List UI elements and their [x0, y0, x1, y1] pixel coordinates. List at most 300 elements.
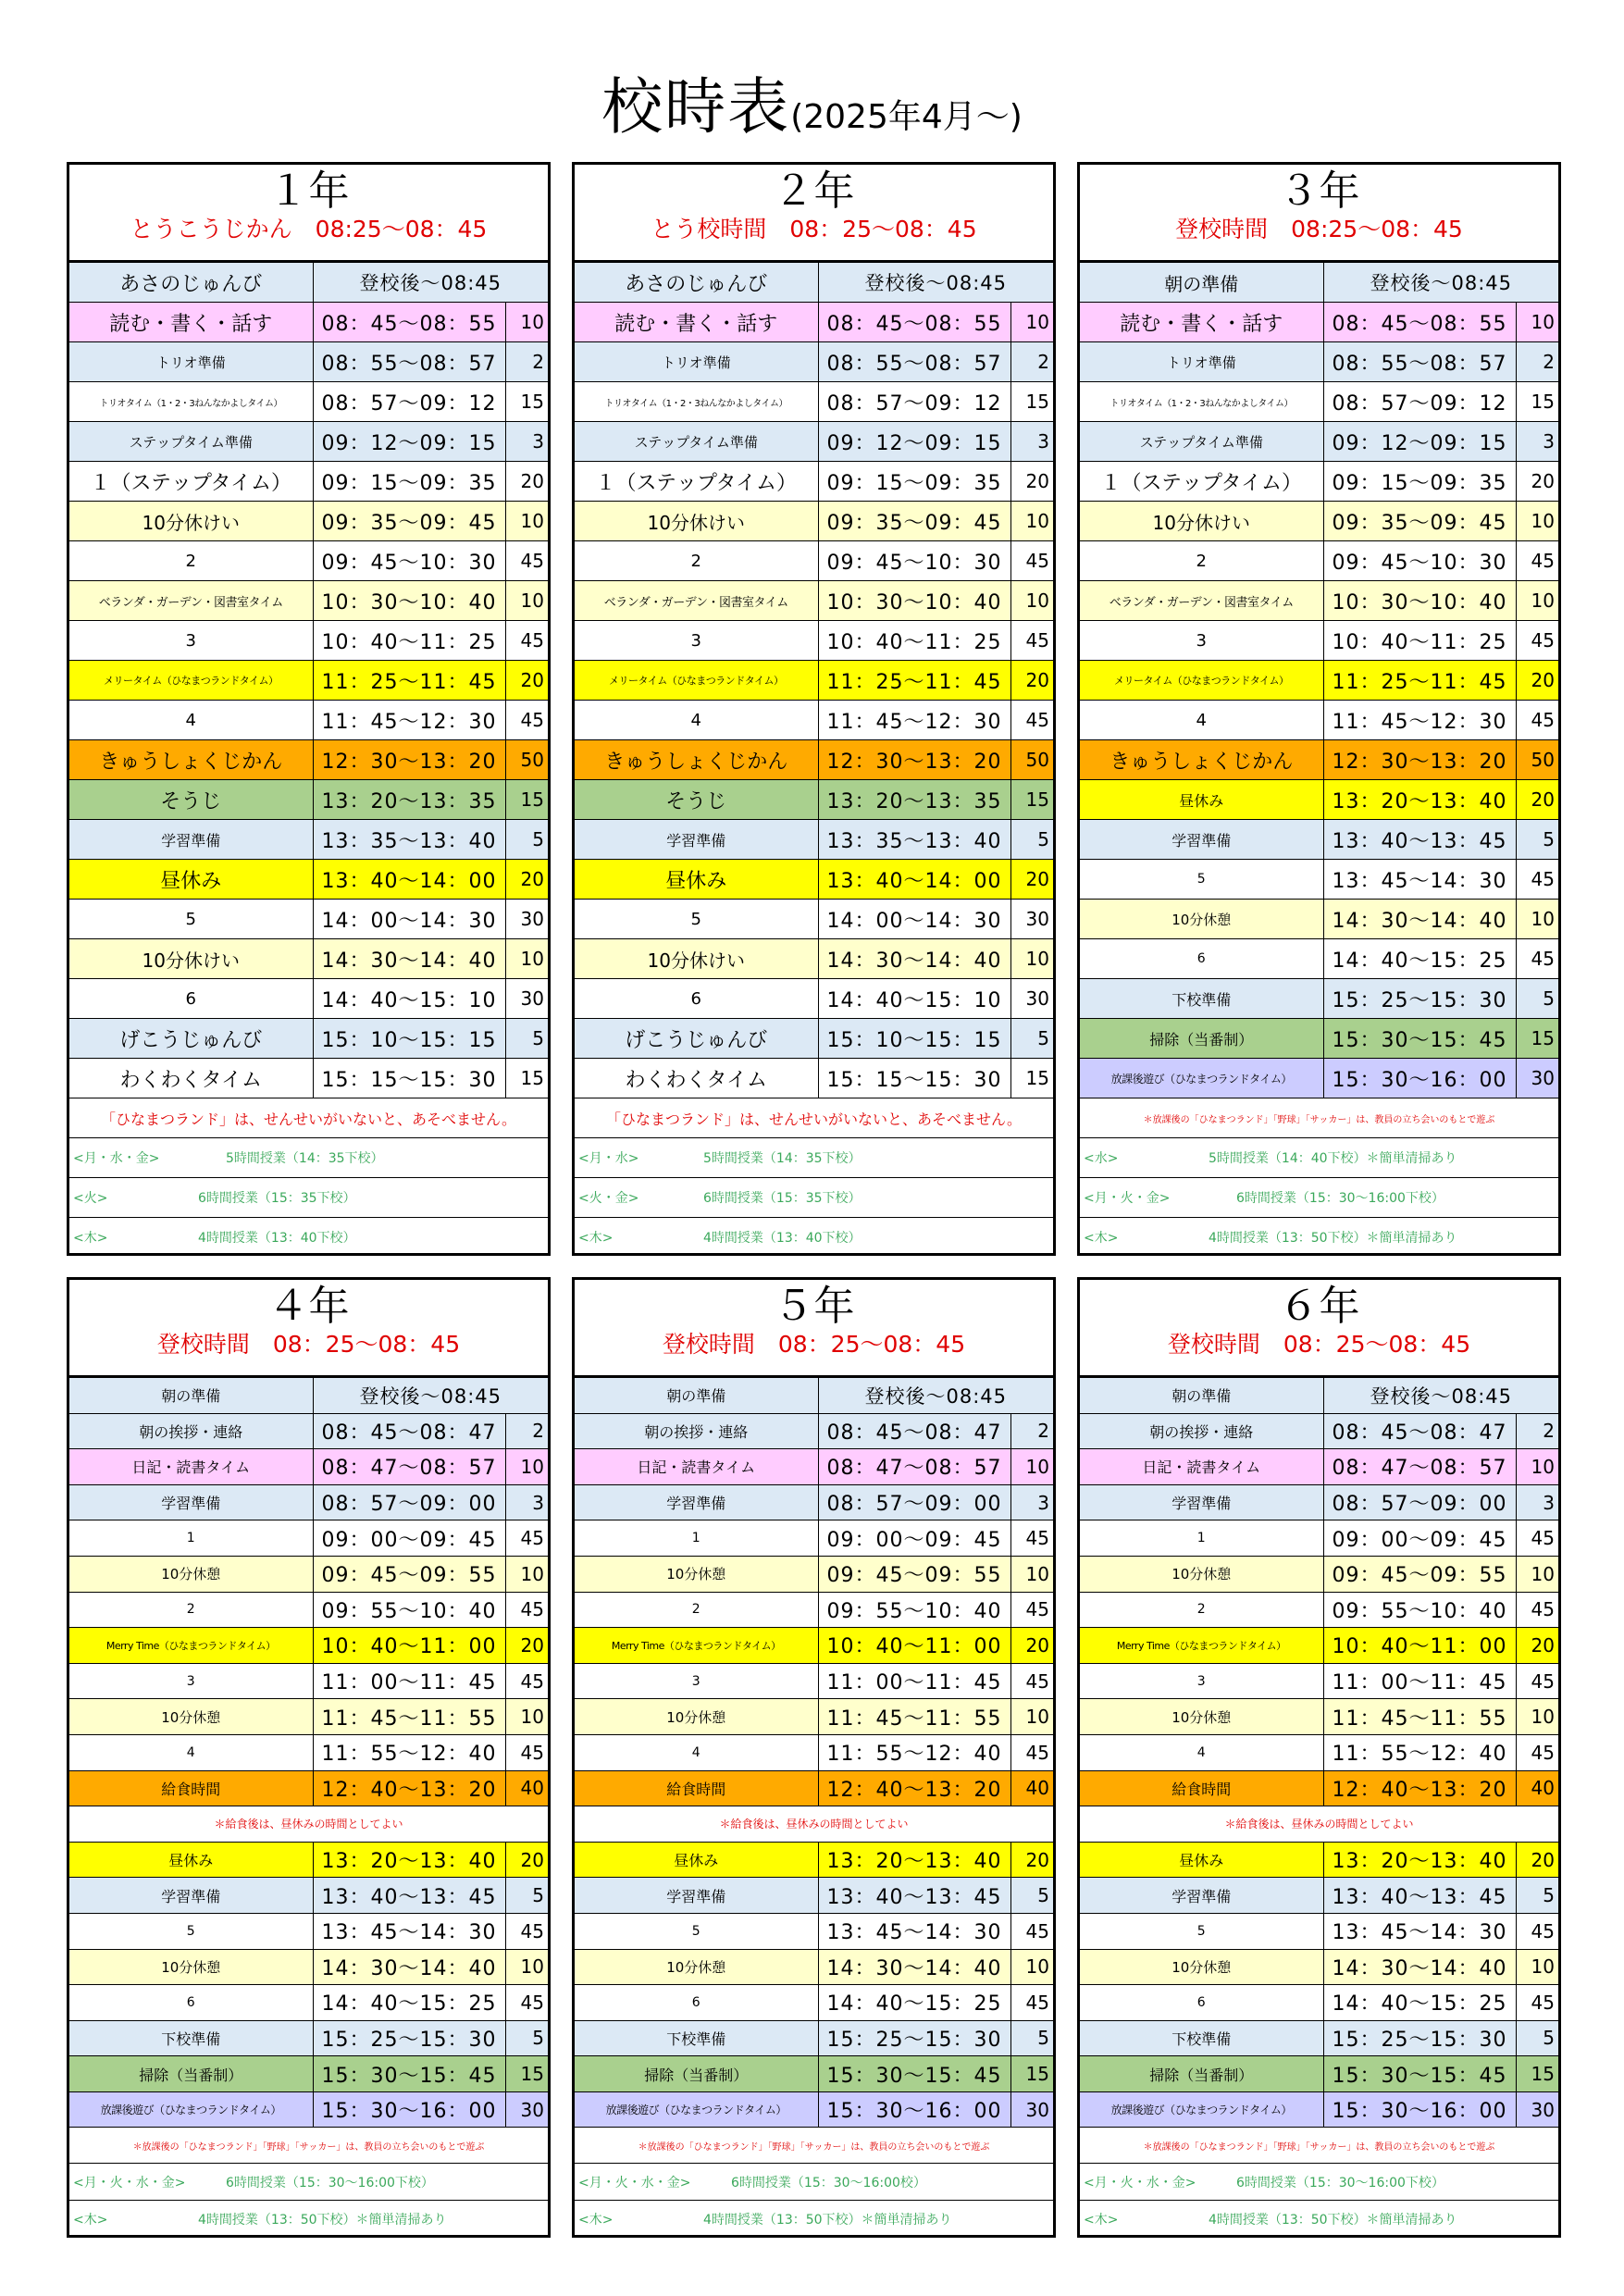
period-name: 掃除（当番制） — [1080, 1019, 1323, 1059]
period-name: 10分休けい — [575, 939, 818, 979]
period-name: 3 — [1080, 621, 1323, 661]
schedule-row — [1080, 422, 1558, 462]
footer-days: <木> — [73, 2212, 108, 2228]
period-time: 09：55～10：40 — [818, 1592, 1010, 1628]
period-minutes: 10 — [1010, 1699, 1053, 1735]
period-time: 15：30～16：00 — [313, 2091, 505, 2128]
arrival-time: 登校時間 08：25～08：45 — [156, 1331, 461, 1358]
period-time: 08：57～09：12 — [313, 382, 505, 422]
schedule-row — [1080, 1770, 1558, 1806]
period-name: 昼休み — [1080, 1842, 1323, 1878]
period-name: 学習準備 — [69, 820, 313, 860]
period-time: 13：45～14：30 — [1323, 860, 1516, 900]
schedule-row — [1080, 661, 1558, 701]
period-time: 15：15～15：30 — [313, 1059, 505, 1098]
footer-row — [69, 1178, 548, 1218]
period-time: 11：45～12：30 — [1323, 701, 1516, 740]
period-time: 10：40～11：00 — [1323, 1628, 1516, 1664]
schedule-row — [69, 1949, 548, 1985]
footer-text: 6時間授業（15：35下校） — [198, 1191, 356, 1206]
schedule-row — [1080, 1878, 1558, 1914]
period-time: 13：40～13：45 — [818, 1878, 1010, 1914]
period-minutes: 15 — [1516, 382, 1558, 422]
schedule-row — [69, 1556, 548, 1592]
period-time: 11：00～11：45 — [1323, 1663, 1516, 1699]
period-name: 5 — [1080, 1913, 1323, 1949]
period-name: 10分休けい — [1080, 502, 1323, 541]
footer-row — [575, 1218, 1053, 1257]
period-time: 15：30～15：45 — [1323, 1019, 1516, 1059]
period-minutes: 45 — [505, 621, 548, 661]
period-name: 読む・書く・話す — [575, 303, 818, 342]
period-name: 10分休憩 — [69, 1556, 313, 1592]
period-name: 昼休み — [575, 860, 818, 900]
schedule-row — [69, 1059, 548, 1098]
period-name: 4 — [69, 701, 313, 740]
period-minutes: 10 — [1516, 581, 1558, 621]
period-minutes: 10 — [1010, 1556, 1053, 1592]
period-minutes: 20 — [505, 1842, 548, 1878]
schedule-row — [69, 1985, 548, 2021]
period-time: 13：20～13：40 — [1323, 1842, 1516, 1878]
panel-note: ＊放課後の「ひなまつランド」「野球」「サッカー」は、教員の立ち会いのもとで遊ぶ — [575, 2128, 1053, 2164]
schedule-row — [1080, 382, 1558, 422]
schedule-table — [1080, 262, 1558, 1256]
period-minutes: 45 — [1010, 1663, 1053, 1699]
period-name: 1 — [69, 1520, 313, 1557]
footer-schedule — [575, 1138, 1053, 1178]
period-time: 10：40～11：00 — [313, 1628, 505, 1664]
period-minutes: 45 — [505, 1592, 548, 1628]
schedule-row — [69, 1842, 548, 1878]
period-minutes: 10 — [505, 939, 548, 979]
period-minutes: 45 — [1516, 621, 1558, 661]
period-minutes: 10 — [505, 303, 548, 342]
period-name: 10分休けい — [69, 939, 313, 979]
schedule-row — [575, 1484, 1053, 1520]
period-name: 10分休けい — [575, 502, 818, 541]
schedule-row — [575, 1449, 1053, 1485]
arrival-time: とう校時間 08：25～08：45 — [651, 216, 977, 242]
schedule-row — [1080, 780, 1558, 820]
period-time: 15：30～16：00 — [818, 2091, 1010, 2128]
period-time: 14：30～14：40 — [1323, 1949, 1516, 1985]
period-minutes: 3 — [1010, 422, 1053, 462]
schedule-row — [69, 820, 548, 860]
period-minutes: 15 — [1010, 382, 1053, 422]
footer-text: 4時間授業（13：50下校）＊簡単清掃あり — [1209, 1231, 1457, 1247]
period-name: メリータイム（ひなまつランドタイム） — [69, 661, 313, 701]
period-minutes: 45 — [1516, 1734, 1558, 1770]
period-name: 3 — [69, 1663, 313, 1699]
period-minutes: 20 — [1010, 1842, 1053, 1878]
footer-schedule — [69, 1138, 548, 1178]
period-minutes: 5 — [1010, 1019, 1053, 1059]
period-time: 13：20～13：40 — [1323, 780, 1516, 820]
period-time: 14：30～14：40 — [313, 1949, 505, 1985]
period-minutes: 5 — [505, 1019, 548, 1059]
schedule-row — [575, 541, 1053, 581]
grade-label: ６年 — [1278, 1283, 1360, 1330]
schedule-row — [69, 1520, 548, 1557]
schedule-row — [1080, 1913, 1558, 1949]
period-name: 4 — [69, 1734, 313, 1770]
period-minutes: 10 — [1516, 1949, 1558, 1985]
schedule-row — [575, 1842, 1053, 1878]
period-time: 11：25～11：45 — [818, 661, 1010, 701]
inline-note: ＊給食後は、昼休みの時間としてよい — [1080, 1806, 1558, 1843]
schedule-row — [1080, 263, 1558, 303]
period-name: 10分休憩 — [1080, 1556, 1323, 1592]
period-minutes: 5 — [1010, 1878, 1053, 1914]
page-title — [0, 57, 1624, 145]
period-time: 登校後～08:45 — [1323, 1378, 1558, 1414]
schedule-table — [1080, 1377, 1558, 2238]
schedule-row — [1080, 1019, 1558, 1059]
grade-label: ５年 — [773, 1283, 855, 1330]
period-name: 10分休憩 — [1080, 1699, 1323, 1735]
schedule-row — [69, 1019, 548, 1059]
grade-panel-6 — [1077, 1277, 1561, 2238]
period-name: げこうじゅんび — [575, 1019, 818, 1059]
schedule-row — [575, 1878, 1053, 1914]
period-time: 13：40～13：45 — [1323, 1878, 1516, 1914]
schedule-note-row — [69, 1806, 548, 1843]
period-name: メリータイム（ひなまつランドタイム） — [575, 661, 818, 701]
period-name: 6 — [69, 1985, 313, 2021]
period-name: 10分休けい — [69, 502, 313, 541]
period-name: 2 — [1080, 541, 1323, 581]
schedule-row — [1080, 1663, 1558, 1699]
period-minutes: 20 — [1516, 462, 1558, 502]
schedule-table — [575, 1377, 1053, 2238]
period-name: 読む・書く・話す — [1080, 303, 1323, 342]
schedule-row — [575, 342, 1053, 382]
footer-days: <月・火・水・金> — [578, 2175, 691, 2191]
period-time: 14：30～14：40 — [818, 939, 1010, 979]
period-name: ベランダ・ガーデン・図書室タイム — [575, 581, 818, 621]
schedule-row — [575, 1378, 1053, 1414]
period-name: わくわくタイム — [575, 1059, 818, 1098]
panel-header — [1080, 1280, 1558, 1377]
period-minutes: 20 — [1516, 661, 1558, 701]
period-minutes: 45 — [505, 1663, 548, 1699]
period-time: 12：40～13：20 — [1323, 1770, 1516, 1806]
footer-days: <木> — [1084, 1231, 1119, 1247]
period-time: 09：35～09：45 — [818, 502, 1010, 541]
period-name: きゅうしょくじかん — [575, 740, 818, 780]
period-time: 09：12～09：15 — [313, 422, 505, 462]
schedule-note-row — [575, 1806, 1053, 1843]
schedule-row — [69, 1628, 548, 1664]
schedule-row — [575, 900, 1053, 939]
period-name: ステップタイム準備 — [1080, 422, 1323, 462]
period-time: 08：57～09：12 — [818, 382, 1010, 422]
footer-days: <木> — [1084, 2212, 1119, 2228]
schedule-row — [1080, 1628, 1558, 1664]
panel-header — [575, 1280, 1053, 1377]
schedule-row — [69, 462, 548, 502]
period-time: 13：40～13：45 — [1323, 820, 1516, 860]
schedule-row — [69, 1449, 548, 1485]
period-name: 学習準備 — [69, 1878, 313, 1914]
period-name: 学習準備 — [1080, 1878, 1323, 1914]
schedule-row — [1080, 900, 1558, 939]
schedule-row — [69, 701, 548, 740]
period-minutes: 45 — [505, 701, 548, 740]
period-name: Merry Time（ひなまつランドタイム） — [1080, 1628, 1323, 1664]
schedule-row — [69, 1378, 548, 1414]
period-time: 15：25～15：30 — [313, 2020, 505, 2056]
period-time: 12：30～13：20 — [313, 740, 505, 780]
schedule-row — [575, 263, 1053, 303]
schedule-row — [1080, 2056, 1558, 2092]
footer-text: 5時間授業（14：35下校） — [703, 1151, 862, 1166]
period-minutes: 2 — [1010, 1413, 1053, 1449]
period-minutes: 5 — [1516, 820, 1558, 860]
period-minutes: 10 — [1516, 502, 1558, 541]
period-time: 08：45～08：47 — [1323, 1413, 1516, 1449]
period-minutes: 3 — [505, 422, 548, 462]
period-minutes: 45 — [1516, 1520, 1558, 1557]
period-name: 放課後遊び（ひなまつランドタイム） — [69, 2091, 313, 2128]
period-time: 13：35～13：40 — [818, 820, 1010, 860]
period-time: 15：25～15：30 — [818, 2020, 1010, 2056]
period-name: 下校準備 — [69, 2020, 313, 2056]
period-time: 11：45～11：55 — [1323, 1699, 1516, 1735]
schedule-row — [575, 1019, 1053, 1059]
period-time: 12：40～13：20 — [313, 1770, 505, 1806]
footer-schedule — [1080, 1178, 1558, 1218]
schedule-row — [575, 740, 1053, 780]
footer-days: <月・火・金> — [1084, 1191, 1171, 1206]
period-minutes: 20 — [505, 860, 548, 900]
schedule-row — [69, 382, 548, 422]
period-time: 09：00～09：45 — [313, 1520, 505, 1557]
schedule-row — [1080, 621, 1558, 661]
period-minutes: 30 — [505, 979, 548, 1019]
period-minutes: 45 — [1516, 860, 1558, 900]
period-time: 登校後～08:45 — [818, 1378, 1053, 1414]
panel-note-row — [575, 2128, 1053, 2164]
period-minutes: 5 — [505, 2020, 548, 2056]
panel-note-row — [69, 1098, 548, 1138]
period-name: 6 — [69, 979, 313, 1019]
footer-days: <木> — [578, 2212, 614, 2228]
schedule-row — [575, 621, 1053, 661]
schedule-row — [575, 701, 1053, 740]
schedule-row — [69, 502, 548, 541]
period-name: 学習準備 — [1080, 1484, 1323, 1520]
panel-note-row — [1080, 1098, 1558, 1138]
panel-note-row — [575, 1098, 1053, 1138]
period-minutes: 45 — [1516, 701, 1558, 740]
period-minutes: 45 — [505, 1985, 548, 2021]
period-time: 14：40～15：10 — [313, 979, 505, 1019]
period-time: 08：47～08：57 — [313, 1449, 505, 1485]
period-time: 14：40～15：25 — [818, 1985, 1010, 2021]
period-minutes: 50 — [505, 740, 548, 780]
period-time: 11：45～12：30 — [818, 701, 1010, 740]
schedule-row — [1080, 979, 1558, 1019]
schedule-row — [1080, 2091, 1558, 2128]
schedule-table — [575, 262, 1053, 1256]
period-name: 10分休憩 — [69, 1949, 313, 1985]
period-minutes: 10 — [1010, 502, 1053, 541]
inline-note: ＊給食後は、昼休みの時間としてよい — [575, 1806, 1053, 1843]
period-name: 下校準備 — [1080, 979, 1323, 1019]
period-minutes: 10 — [1010, 1449, 1053, 1485]
footer-days: <水> — [1084, 1151, 1119, 1166]
period-time: 08：45～08：47 — [313, 1413, 505, 1449]
period-time: 15：30～15：45 — [313, 2056, 505, 2092]
period-minutes: 5 — [1010, 2020, 1053, 2056]
period-minutes: 30 — [505, 900, 548, 939]
period-name: 1 — [1080, 1520, 1323, 1557]
period-time: 09：15～09：35 — [1323, 462, 1516, 502]
period-name: ステップタイム準備 — [69, 422, 313, 462]
schedule-row — [69, 581, 548, 621]
period-name: げこうじゅんび — [69, 1019, 313, 1059]
period-time: 08：57～09：00 — [313, 1484, 505, 1520]
period-time: 登校後～08:45 — [313, 263, 548, 303]
period-name: そうじ — [69, 780, 313, 820]
footer-schedule — [575, 2201, 1053, 2238]
period-name: 6 — [575, 1985, 818, 2021]
schedule-row — [575, 1592, 1053, 1628]
period-name: 2 — [575, 541, 818, 581]
period-minutes: 45 — [1010, 621, 1053, 661]
period-minutes: 45 — [1516, 1913, 1558, 1949]
arrival-time: 登校時間 08:25～08：45 — [1175, 216, 1463, 242]
footer-row — [1080, 1178, 1558, 1218]
period-minutes: 40 — [1516, 1770, 1558, 1806]
period-minutes: 10 — [1010, 581, 1053, 621]
period-name: そうじ — [575, 780, 818, 820]
period-name: １（ステップタイム） — [1080, 462, 1323, 502]
period-time: 08：47～08：57 — [1323, 1449, 1516, 1485]
period-name: 日記・読書タイム — [575, 1449, 818, 1485]
period-name: 読む・書く・話す — [69, 303, 313, 342]
period-name: 給食時間 — [69, 1770, 313, 1806]
period-name: メリータイム（ひなまつランドタイム） — [1080, 661, 1323, 701]
period-name: 昼休み — [1080, 780, 1323, 820]
period-name: トリオタイム（1・2・3ねんなかよしタイム） — [575, 382, 818, 422]
period-minutes: 50 — [1516, 740, 1558, 780]
period-minutes: 5 — [505, 820, 548, 860]
period-minutes: 50 — [1010, 740, 1053, 780]
footer-row — [575, 2164, 1053, 2201]
schedule-row — [69, 740, 548, 780]
schedule-row — [1080, 1842, 1558, 1878]
schedule-row — [69, 860, 548, 900]
period-time: 13：40～14：00 — [818, 860, 1010, 900]
period-minutes: 20 — [1516, 780, 1558, 820]
period-name: 朝の準備 — [575, 1378, 818, 1414]
period-time: 13：20～13：40 — [818, 1842, 1010, 1878]
period-minutes: 2 — [1516, 342, 1558, 382]
period-minutes: 20 — [505, 1628, 548, 1664]
period-name: 6 — [1080, 1985, 1323, 2021]
grade-panel-5 — [572, 1277, 1056, 2238]
period-name: 3 — [575, 621, 818, 661]
schedule-row — [69, 2020, 548, 2056]
period-name: Merry Time（ひなまつランドタイム） — [69, 1628, 313, 1664]
footer-schedule — [1080, 2164, 1558, 2201]
schedule-row — [69, 1484, 548, 1520]
footer-row — [1080, 1218, 1558, 1257]
period-minutes: 2 — [1516, 1413, 1558, 1449]
period-minutes: 2 — [505, 1413, 548, 1449]
schedule-row — [1080, 701, 1558, 740]
grade-label: ２年 — [773, 168, 855, 215]
period-time: 13：35～13：40 — [313, 820, 505, 860]
footer-text: 4時間授業（13：50下校）＊簡単清掃あり — [198, 2212, 447, 2228]
period-name: 掃除（当番制） — [575, 2056, 818, 2092]
period-minutes: 10 — [1010, 303, 1053, 342]
schedule-row — [69, 342, 548, 382]
period-name: 放課後遊び（ひなまつランドタイム） — [575, 2091, 818, 2128]
schedule-row — [575, 820, 1053, 860]
schedule-row — [69, 621, 548, 661]
panel-note-row — [1080, 2128, 1558, 2164]
period-time: 15：30～16：00 — [1323, 1059, 1516, 1098]
schedule-row — [69, 1734, 548, 1770]
footer-text: 6時間授業（15：30～16:00下校） — [1236, 1191, 1444, 1206]
period-name: 下校準備 — [1080, 2020, 1323, 2056]
period-time: 09：00～09：45 — [818, 1520, 1010, 1557]
footer-days: <月・水・金> — [73, 1151, 160, 1166]
schedule-row — [1080, 1985, 1558, 2021]
period-time: 14：30～14：40 — [1323, 900, 1516, 939]
period-name: ベランダ・ガーデン・図書室タイム — [1080, 581, 1323, 621]
period-time: 10：40～11：25 — [818, 621, 1010, 661]
period-name: 学習準備 — [1080, 820, 1323, 860]
period-name: 昼休み — [69, 1842, 313, 1878]
period-name: １（ステップタイム） — [69, 462, 313, 502]
schedule-row — [575, 1949, 1053, 1985]
period-time: 14：40～15：25 — [1323, 1985, 1516, 2021]
period-time: 09：45～10：30 — [1323, 541, 1516, 581]
period-minutes: 15 — [1516, 2056, 1558, 2092]
schedule-row — [1080, 1059, 1558, 1098]
period-minutes: 30 — [1516, 1059, 1558, 1098]
period-name: 1 — [575, 1520, 818, 1557]
period-minutes: 10 — [505, 1949, 548, 1985]
panel-note-row — [69, 2128, 548, 2164]
period-time: 登校後～08:45 — [1323, 263, 1558, 303]
period-name: 学習準備 — [69, 1484, 313, 1520]
schedule-note-row — [1080, 1806, 1558, 1843]
period-time: 11：25～11：45 — [1323, 661, 1516, 701]
footer-row — [69, 2164, 548, 2201]
schedule-row — [69, 2091, 548, 2128]
period-time: 10：40～11：25 — [1323, 621, 1516, 661]
period-time: 10：30～10：40 — [1323, 581, 1516, 621]
schedule-row — [1080, 1949, 1558, 1985]
period-name: あさのじゅんび — [69, 263, 313, 303]
period-name: 下校準備 — [575, 2020, 818, 2056]
schedule-row — [69, 1913, 548, 1949]
schedule-row — [575, 2020, 1053, 2056]
period-minutes: 2 — [1010, 342, 1053, 382]
period-time: 13：40～13：45 — [313, 1878, 505, 1914]
panel-header — [575, 165, 1053, 262]
schedule-table — [69, 1377, 548, 2238]
schedule-row — [575, 661, 1053, 701]
period-time: 10：40～11：25 — [313, 621, 505, 661]
period-minutes: 10 — [505, 502, 548, 541]
